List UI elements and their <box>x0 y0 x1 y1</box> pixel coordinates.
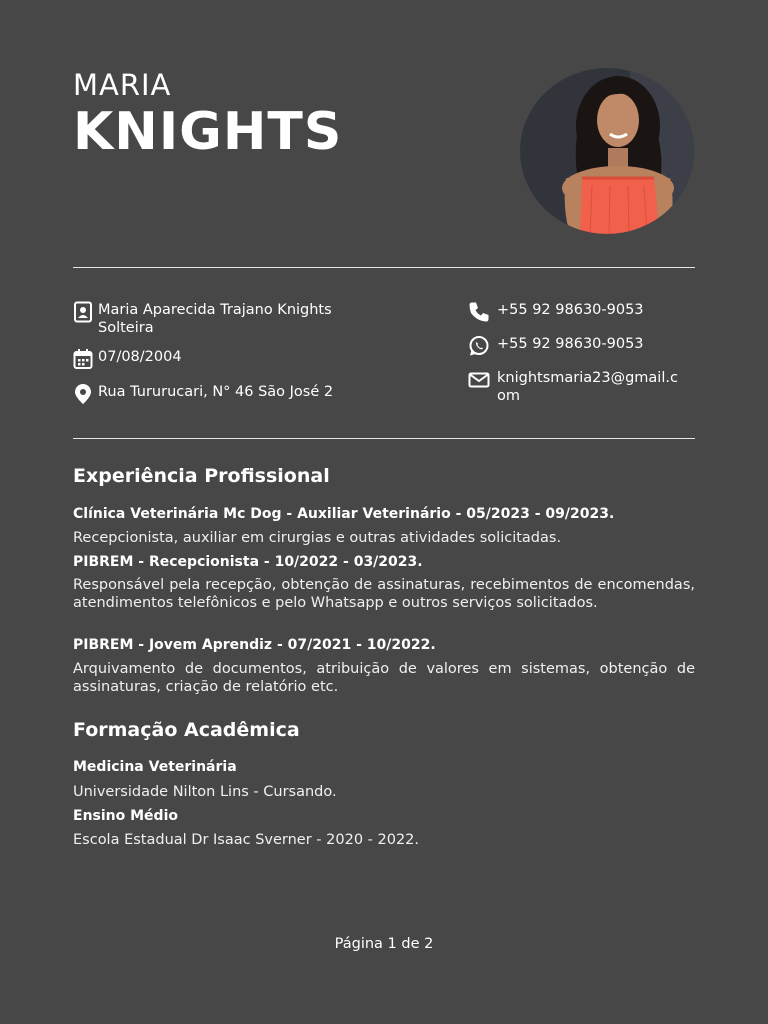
full-name: Maria Aparecida Trajano Knights <box>98 302 332 318</box>
marital-status: Solteira <box>98 320 154 336</box>
last-name: KNIGHTS <box>73 102 343 162</box>
education-title: Formação Acadêmica <box>73 719 300 741</box>
whatsapp-icon <box>468 335 488 357</box>
phone-icon <box>468 301 488 323</box>
education-heading-2: Ensino Médio <box>73 808 178 824</box>
email-line-1[interactable]: knightsmaria23@gmail.c <box>497 370 678 386</box>
calendar-icon <box>73 348 93 370</box>
education-heading-1: Medicina Veterinária <box>73 759 237 775</box>
envelope-icon <box>468 369 488 391</box>
education-desc-2: Escola Estadual Dr Isaac Sverner - 2020 - 2022. <box>73 832 420 848</box>
personal-name-item <box>73 301 332 337</box>
whatsapp-item <box>468 335 644 357</box>
experience-desc-3: Arquivamento de documentos, atribuição de valores em sistemas, obtenção de assinaturas, criação de relatório etc. <box>73 661 695 695</box>
whatsapp-number[interactable]: +55 92 98630-9053 <box>497 336 644 352</box>
phone-item <box>468 301 644 323</box>
experience-heading-1: Clínica Veterinária Mc Dog - Auxiliar Veterinário - 05/2023 - 09/2023. <box>73 506 615 522</box>
experience-heading-3: PIBREM - Jovem Aprendiz - 07/2021 - 10/2022. <box>73 637 436 653</box>
map-pin-icon <box>73 383 93 405</box>
address-item <box>73 383 333 405</box>
address: Rua Tururucari, N° 46 São José 2 <box>98 384 334 400</box>
divider-top <box>73 267 695 268</box>
divider-bottom <box>73 438 695 439</box>
id-card-icon <box>73 301 93 323</box>
birth-date-item <box>73 348 182 370</box>
experience-title: Experiência Profissional <box>73 465 330 487</box>
email-line-2[interactable]: om <box>497 388 520 404</box>
experience-desc-2: Responsável pela recepção, obtenção de assinaturas, recebimentos de encomendas, atendimentos telefônicos e pelo Whatsapp e outros serviços solicitados. <box>73 577 695 611</box>
page-indicator: Página 1 de 2 <box>334 936 434 952</box>
experience-heading-2: PIBREM - Recepcionista - 10/2022 - 03/2023. <box>73 554 423 570</box>
education-desc-1: Universidade Nilton Lins - Cursando. <box>73 784 337 800</box>
experience-desc-1: Recepcionista, auxiliar em cirurgias e outras atividades solicitadas. <box>73 530 562 546</box>
phone-number[interactable]: +55 92 98630-9053 <box>497 302 644 318</box>
first-name: MARIA <box>73 68 172 102</box>
birth-date: 07/08/2004 <box>98 349 182 365</box>
profile-photo <box>520 68 694 234</box>
email-item <box>468 369 678 405</box>
